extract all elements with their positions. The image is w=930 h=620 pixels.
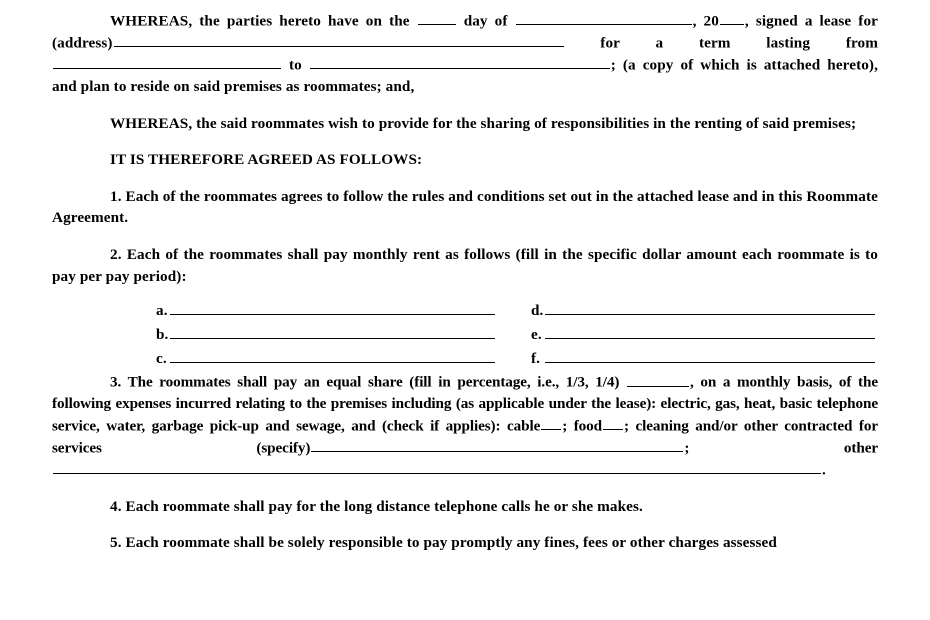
text-run: ; cleaning and/or other contracted for services (specify) xyxy=(52,417,879,457)
blank-other-expenses[interactable] xyxy=(53,459,821,474)
text-run: ; other xyxy=(684,439,878,457)
paragraph-clause-2: 2. Each of the roommates shall pay monthly rent as follows (fill in the specific dollar amount each roommate is to pay per pay period): xyxy=(52,245,878,285)
blank-equal-share[interactable] xyxy=(627,371,689,386)
blank-term-start[interactable] xyxy=(53,54,281,69)
document-body xyxy=(52,10,878,554)
paragraph-clause-4: 4. Each roommate shall pay for the long distance telephone calls he or she makes. xyxy=(110,497,643,515)
blank-year[interactable] xyxy=(720,10,744,25)
rent-entry-c xyxy=(156,347,531,369)
rent-entry-d xyxy=(531,299,875,321)
text-run: day of xyxy=(456,12,515,30)
text-run: ; (a copy of which is attached hereto), and plan to reside on said premises as roommates; and, xyxy=(52,56,878,96)
blank-specify-services[interactable] xyxy=(311,437,683,452)
paragraph-whereas-lease xyxy=(52,10,878,98)
rent-entry-a xyxy=(156,299,531,321)
table-row xyxy=(156,347,878,369)
text-run: ; food xyxy=(562,417,603,435)
table-row xyxy=(156,323,878,345)
rent-allocation-table xyxy=(52,299,878,369)
text-run: WHEREAS, the parties hereto have on the xyxy=(110,12,417,30)
paragraph-therefore-agreed: IT IS THEREFORE AGREED AS FOLLOWS: xyxy=(110,151,423,169)
paragraph-clause-3 xyxy=(52,371,878,481)
table-row xyxy=(156,299,878,321)
rent-blank-d[interactable] xyxy=(545,299,875,314)
text-run: , signed a lease for (address) xyxy=(52,12,878,52)
rent-label-b: b. xyxy=(156,325,169,343)
text-run: , on a monthly basis, of the following expenses incurred relating to the premises including (as applicable under the lease): electric, gas, heat, basic telephone service, water, garbage pick-up and sewage, and (check if applies): cable xyxy=(52,373,878,435)
rent-blank-c[interactable] xyxy=(170,347,495,362)
rent-entry-b xyxy=(156,323,531,345)
rent-label-c: c. xyxy=(156,349,167,367)
paragraph-clause-1: 1. Each of the roommates agrees to follow the rules and conditions set out in the attached lease and in this Roommate Agreement. xyxy=(52,187,878,227)
paragraph-whereas-sharing: WHEREAS, the said roommates wish to provide for the sharing of responsibilities in the renting of said premises; xyxy=(110,114,857,132)
text-run: . xyxy=(822,461,826,479)
rent-label-f: f. xyxy=(531,349,541,367)
text-run: for a term lasting from xyxy=(564,34,878,52)
blank-address[interactable] xyxy=(114,32,564,47)
text-run: 3. The roommates shall pay an equal share (fill in percentage, i.e., 1/3, 1/4) xyxy=(110,373,626,391)
rent-blank-b[interactable] xyxy=(170,323,495,338)
blank-day[interactable] xyxy=(418,10,456,25)
text-run: , 20 xyxy=(692,12,719,30)
blank-cable[interactable] xyxy=(541,415,561,430)
blank-term-end[interactable] xyxy=(310,54,610,69)
rent-blank-a[interactable] xyxy=(170,299,495,314)
rent-entry-f xyxy=(531,347,875,369)
rent-blank-f[interactable] xyxy=(545,347,875,362)
rent-blank-e[interactable] xyxy=(545,323,875,338)
text-run: to xyxy=(282,56,309,74)
blank-month[interactable] xyxy=(516,10,692,25)
rent-label-d: d. xyxy=(531,301,544,319)
paragraph-clause-5: 5. Each roommate shall be solely responsible to pay promptly any fines, fees or other charges assessed xyxy=(110,534,777,552)
rent-entry-e xyxy=(531,323,875,345)
rent-label-a: a. xyxy=(156,301,168,319)
rent-label-e: e. xyxy=(531,325,542,343)
blank-food[interactable] xyxy=(603,415,623,430)
